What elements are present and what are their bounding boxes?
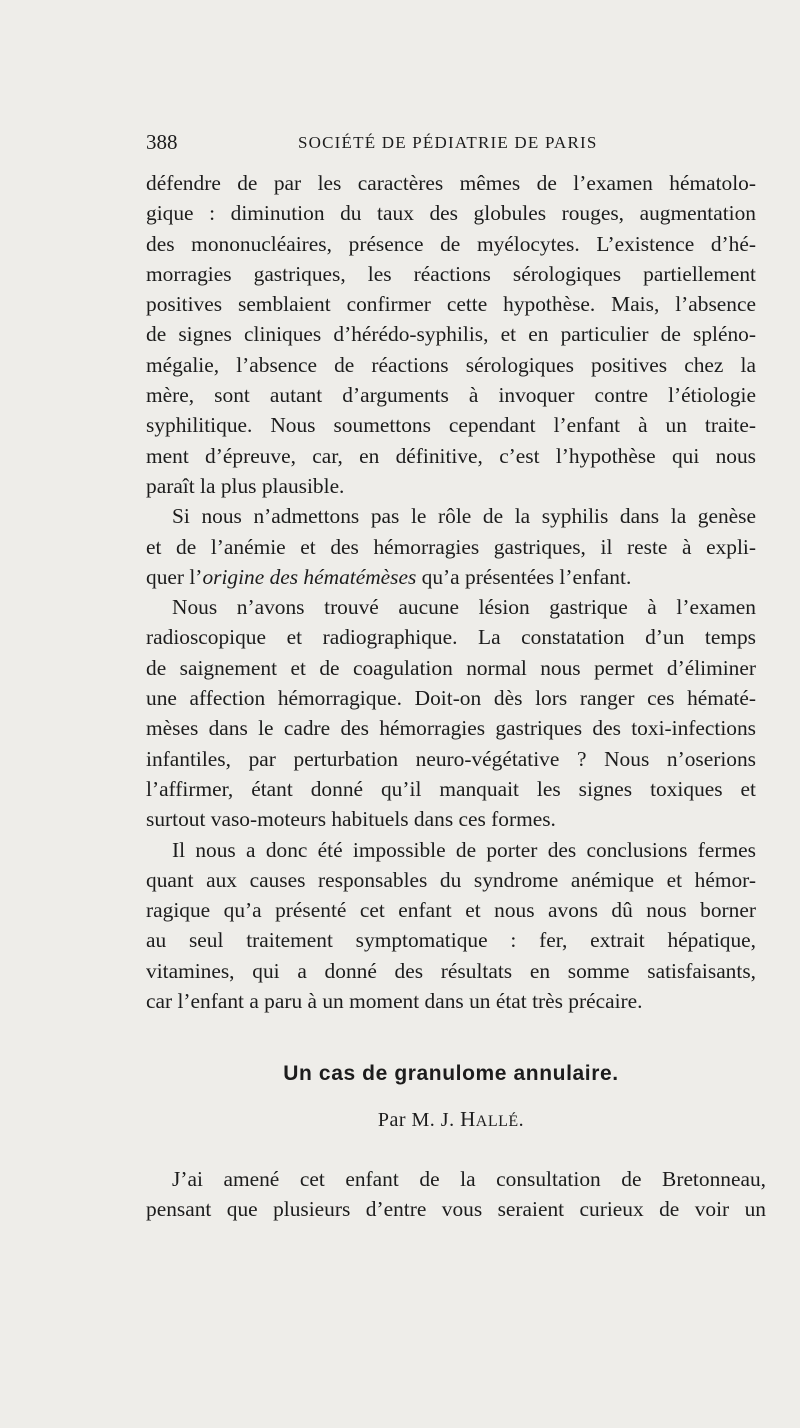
- page-number: 388: [146, 130, 178, 154]
- text-line: syphilitique. Nous soumettons cependant l’enfant à un traite-: [146, 413, 756, 438]
- paragraph-2: [146, 501, 756, 592]
- text-line: des mononucléaires, présence de myélocytes. L’existence d’hé-: [146, 231, 756, 256]
- text-line: Si nous n’admettons pas le rôle de la syphilis dans la genèse: [172, 504, 756, 529]
- paragraph-3: [146, 592, 756, 834]
- text-line: radioscopique et radiographique. La constatation d’un temps: [146, 625, 756, 650]
- author-prefix: Par M. J.: [377, 1109, 461, 1131]
- paragraph-4: [146, 835, 756, 1017]
- text-line: mèses dans le cadre des hémorragies gastriques des toxi-infections: [146, 716, 756, 741]
- text-line: surtout vaso-moteurs habituels dans ces formes.: [146, 807, 556, 832]
- article-title: Un cas de granulome annulaire.: [283, 1062, 619, 1085]
- running-head: [146, 130, 631, 160]
- text-line: ment d’épreuve, car, en définitive, c’est l’hypothèse qui nous: [146, 443, 756, 468]
- text-line: morragies gastriques, les réactions sérologiques partiellement: [146, 261, 756, 286]
- text-line: au seul traitement symptomatique : fer, extrait hépatique,: [146, 928, 756, 953]
- article-intro: [146, 1164, 766, 1225]
- text-line: positives semblaient confirmer cette hypothèse. Mais, l’absence: [146, 292, 756, 317]
- text-line: défendre de par les caractères mêmes de l’examen hématolo-: [146, 171, 756, 195]
- journal-title: SOCIÉTÉ DE PÉDIATRIE DE PARIS: [298, 133, 598, 152]
- text-line: paraît la plus plausible.: [146, 473, 345, 498]
- text-fragment: quer l’: [146, 564, 203, 589]
- italic-phrase: origine des hématémèses: [202, 564, 417, 589]
- author-name-smallcaps: ALLÉ: [475, 1113, 519, 1130]
- text-fragment: qu’a présentées l’enfant.: [416, 564, 632, 589]
- text-line: gique : diminution du taux des globules rouges, augmentation: [146, 201, 756, 226]
- text-line: de saignement et de coagulation normal nous permet d’éliminer: [146, 655, 756, 680]
- text-line-with-emphasis: [146, 562, 756, 592]
- text-line: quant aux causes responsables du syndrome anémique et hémor-: [146, 867, 756, 892]
- text-line: et de l’anémie et des hémorragies gastriques, il reste à expli-: [146, 534, 756, 559]
- text-line: car l’enfant a paru à un moment dans un état très précaire.: [146, 989, 643, 1014]
- body-text: [146, 168, 756, 1016]
- text-line: ragique qu’a présenté cet enfant et nous avons dû nous borner: [146, 898, 756, 923]
- text-line: infantiles, par perturbation neuro-végétative ? Nous n’oserions: [146, 746, 756, 771]
- text-line: vitamines, qui a donné des résultats en somme satisfaisants,: [146, 958, 756, 983]
- text-line: Nous n’avons trouvé aucune lésion gastrique à l’examen: [172, 595, 756, 620]
- author-suffix: .: [518, 1109, 525, 1131]
- author-byline: [146, 1107, 756, 1132]
- text-line: pensant que plusieurs d’entre vous seraient curieux de voir un: [146, 1197, 766, 1222]
- text-line: J’ai amené cet enfant de la consultation de Bretonneau,: [172, 1167, 766, 1191]
- paragraph-1: [146, 168, 756, 501]
- text-line: mère, sont autant d’arguments à invoquer contre l’étiologie: [146, 383, 756, 408]
- author-initial: H: [460, 1107, 476, 1131]
- text-line: mégalie, l’absence de réactions sérologiques positives chez la: [146, 352, 756, 377]
- text-line: de signes cliniques d’hérédo-syphilis, et en particulier de spléno-: [146, 322, 756, 347]
- text-line: l’affirmer, étant donné qu’il manquait les signes toxiques et: [146, 776, 756, 801]
- text-line: une affection hémorragique. Doit-on dès lors ranger ces hématé-: [146, 686, 756, 711]
- text-line: Il nous a donc été impossible de porter des conclusions fermes: [172, 837, 756, 862]
